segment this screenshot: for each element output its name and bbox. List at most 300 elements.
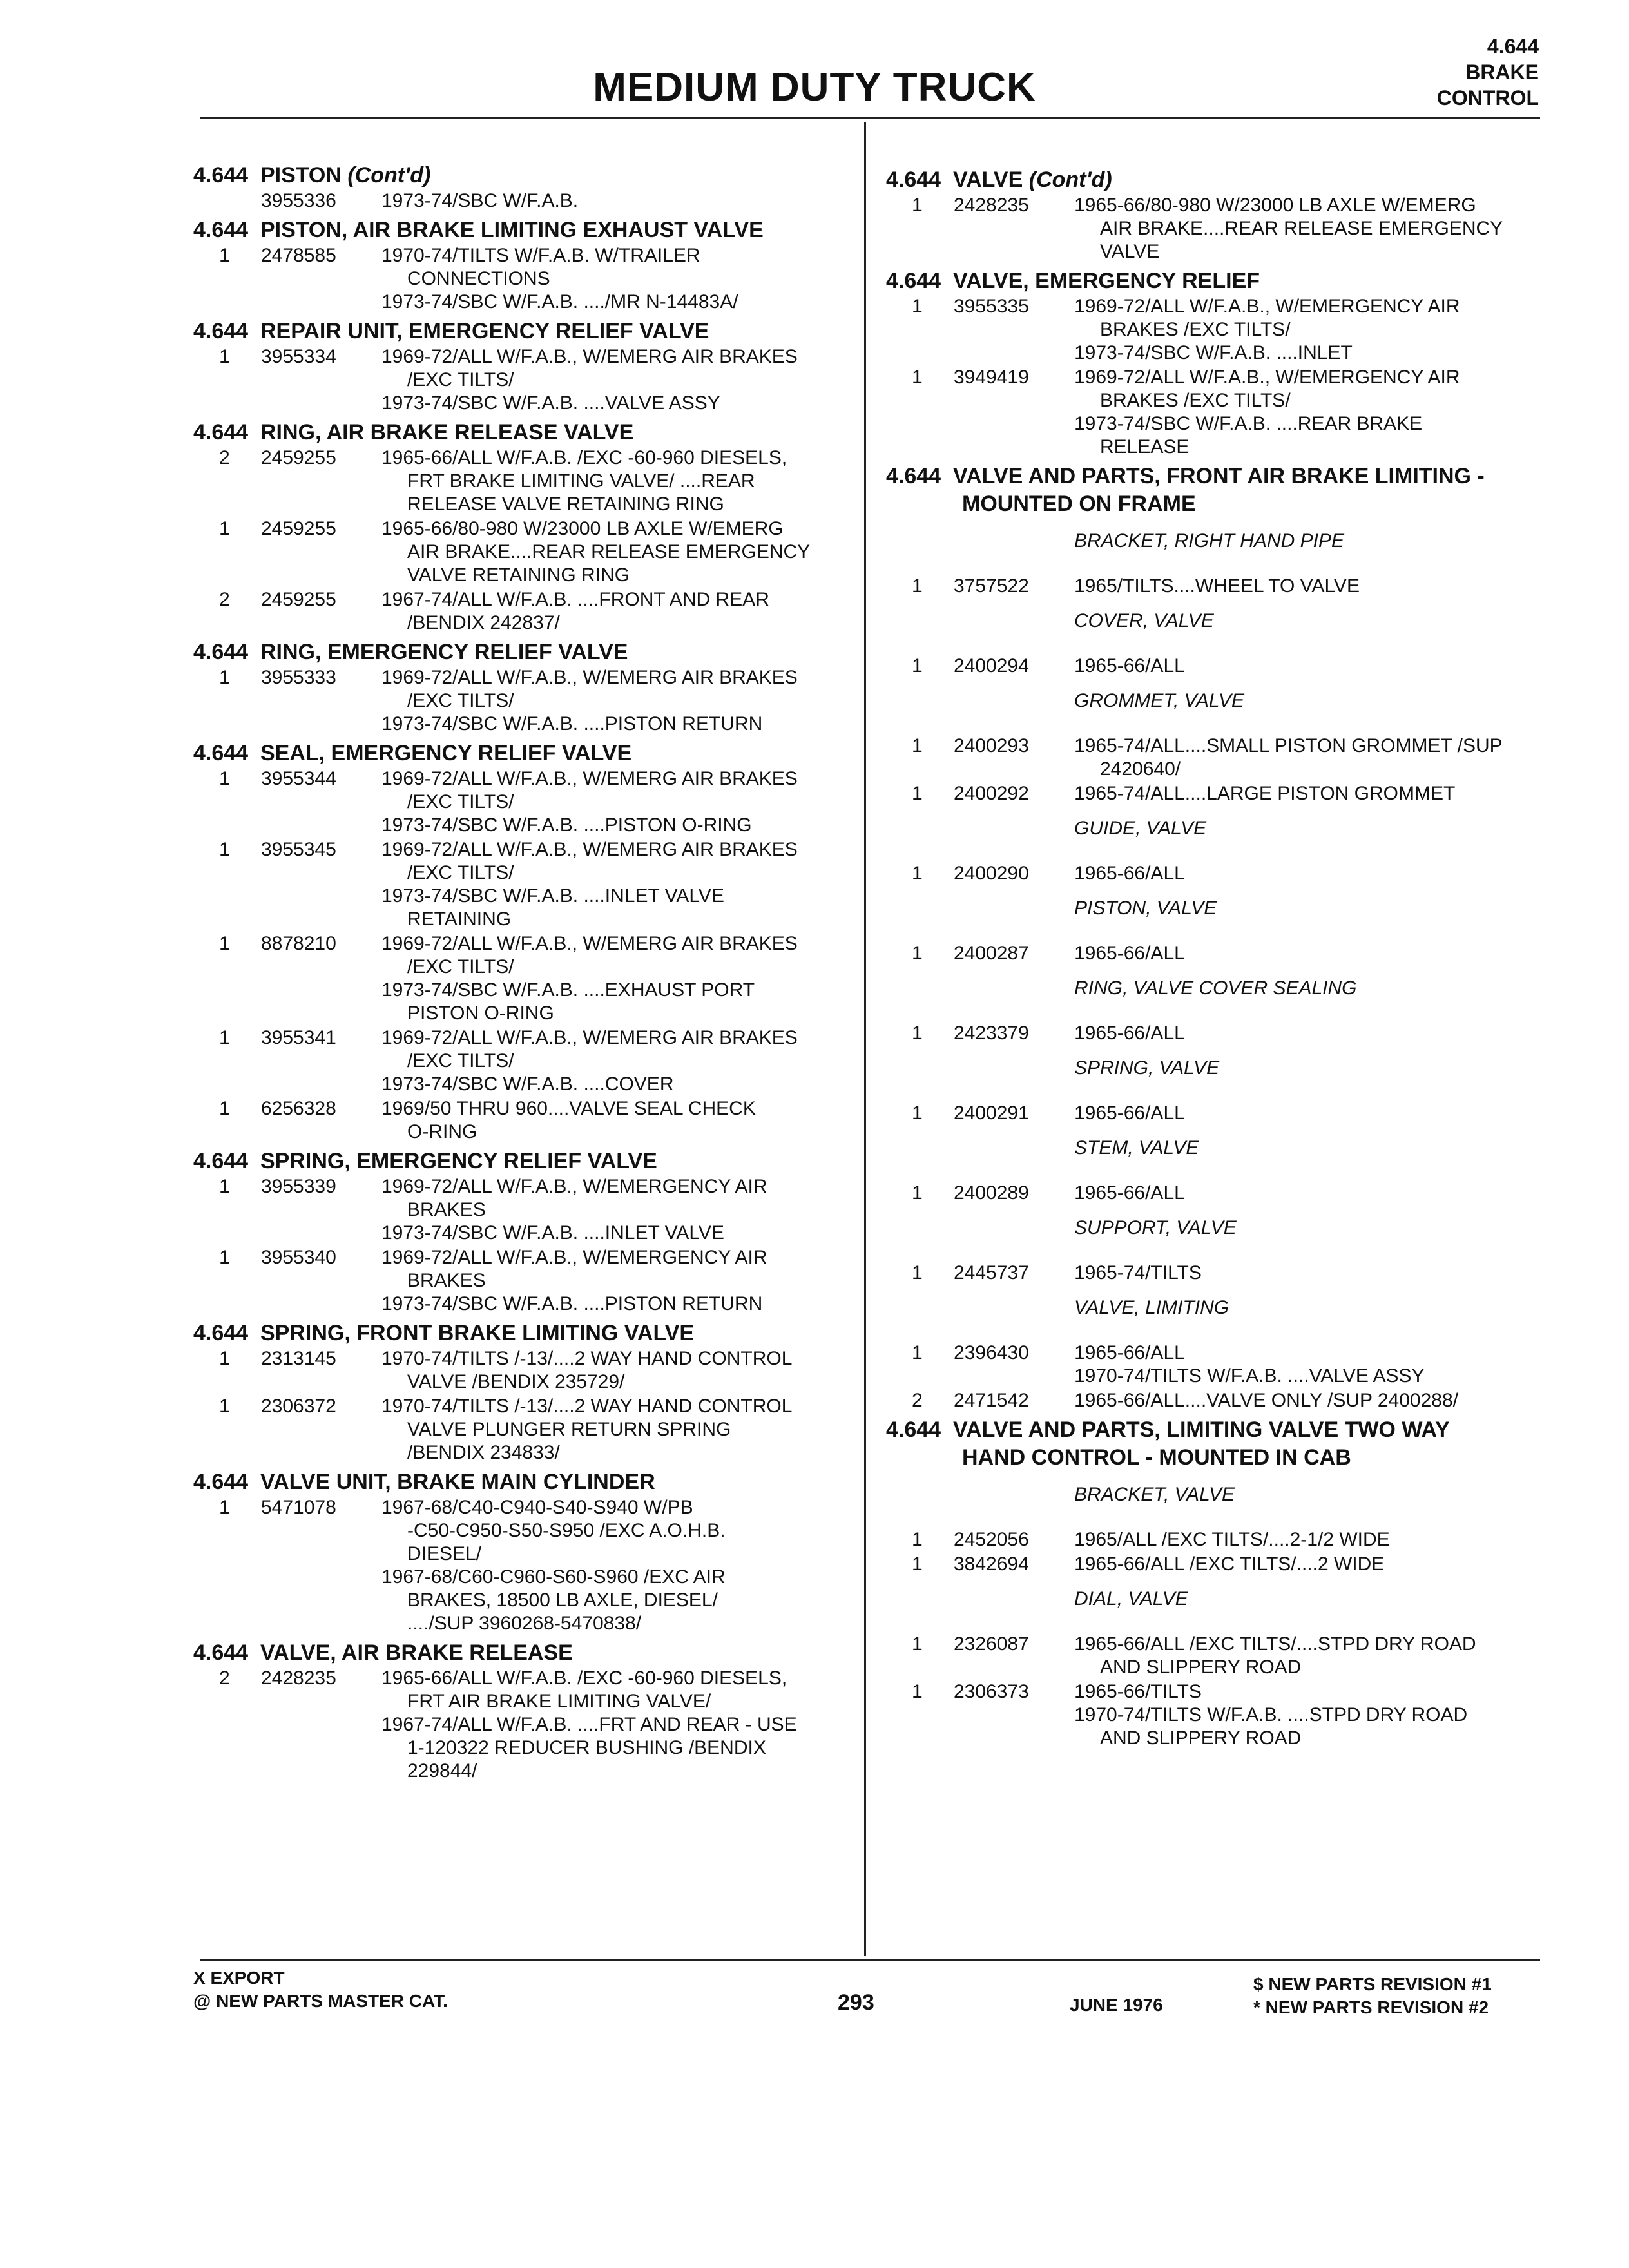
part-description bbox=[381, 345, 844, 415]
section-heading-continuation: HAND CONTROL - MOUNTED IN CAB bbox=[962, 1445, 1351, 1470]
description-line: VALVE /BENDIX 235729/ bbox=[407, 1371, 625, 1392]
description-line: /EXC TILTS/ bbox=[407, 690, 514, 711]
part-quantity: 1 bbox=[912, 1529, 923, 1550]
section-heading bbox=[193, 318, 844, 345]
description-line: AIR BRAKE....REAR RELEASE EMERGENCY bbox=[407, 541, 811, 562]
part-number: 3955340 bbox=[261, 1247, 336, 1268]
description-line: 1-120322 REDUCER BUSHING /BENDIX bbox=[407, 1737, 766, 1758]
footer-legend-left bbox=[193, 1966, 448, 2013]
part-number: 3955345 bbox=[261, 839, 336, 860]
part-quantity: 1 bbox=[219, 1027, 230, 1048]
description-line: 1969-72/ALL W/F.A.B., W/EMERG AIR BRAKES bbox=[381, 768, 798, 789]
section-number: 4.644 bbox=[1487, 35, 1539, 58]
section-heading bbox=[193, 740, 844, 767]
section-heading bbox=[193, 216, 844, 244]
section-heading-text: 4.644 SPRING, EMERGENCY RELIEF VALVE bbox=[193, 1149, 657, 1173]
description-line: /BENDIX 234833/ bbox=[407, 1442, 560, 1463]
part-entry bbox=[193, 517, 844, 587]
section-heading-text: 4.644 VALVE AND PARTS, FRONT AIR BRAKE LIMITING - bbox=[886, 464, 1485, 488]
catalog-section bbox=[193, 216, 844, 314]
part-description bbox=[381, 1496, 844, 1635]
description-line: 1969-72/ALL W/F.A.B., W/EMERG AIR BRAKES bbox=[381, 1027, 798, 1048]
footer-divider bbox=[200, 1959, 1540, 1961]
part-quantity: 1 bbox=[912, 1342, 923, 1363]
part-description bbox=[381, 244, 844, 314]
description-line: /EXC TILTS/ bbox=[407, 862, 514, 883]
part-entry bbox=[886, 295, 1543, 365]
section-heading bbox=[193, 162, 844, 189]
legend-revision-1: $ NEW PARTS REVISION #1 bbox=[1253, 1974, 1492, 1994]
description-line: CONNECTIONS bbox=[407, 268, 550, 289]
description-line: 1970-74/TILTS W/F.A.B. ....STPD DRY ROAD bbox=[1074, 1704, 1468, 1725]
part-number: 6256328 bbox=[261, 1098, 336, 1119]
catalog-section bbox=[193, 639, 844, 736]
part-entry bbox=[193, 1026, 844, 1096]
part-quantity: 1 bbox=[219, 768, 230, 789]
part-entry bbox=[886, 1553, 1543, 1576]
description-line: RETAINING bbox=[407, 908, 512, 930]
part-number: 3955336 bbox=[261, 190, 336, 211]
part-quantity: 1 bbox=[219, 933, 230, 954]
part-number: 2396430 bbox=[954, 1342, 1029, 1363]
part-quantity: 1 bbox=[912, 1681, 923, 1702]
section-subgroup: CONTROL bbox=[1436, 86, 1539, 110]
section-heading bbox=[193, 639, 844, 666]
part-number: 5471078 bbox=[261, 1497, 336, 1518]
description-line: 1973-74/SBC W/F.A.B. ....INLET VALVE bbox=[381, 1222, 724, 1244]
part-entry bbox=[886, 862, 1543, 885]
part-quantity: 1 bbox=[219, 346, 230, 367]
description-line: 1973-74/SBC W/F.A.B. bbox=[381, 190, 579, 211]
part-description bbox=[381, 1026, 844, 1096]
description-line: AND SLIPPERY ROAD bbox=[1100, 1727, 1302, 1749]
description-line: 1973-74/SBC W/F.A.B. ....INLET VALVE bbox=[381, 885, 724, 907]
part-entry bbox=[193, 1667, 844, 1783]
part-entry bbox=[886, 1528, 1543, 1552]
part-description bbox=[381, 1246, 844, 1316]
catalog-section bbox=[886, 463, 1543, 1412]
description-line: 1965-66/ALL bbox=[1074, 1023, 1185, 1044]
component-subheading: SUPPORT, VALVE bbox=[1074, 1217, 1237, 1238]
description-line: 2420640/ bbox=[1100, 758, 1181, 780]
description-line: 1973-74/SBC W/F.A.B. ....VALVE ASSY bbox=[381, 392, 720, 414]
part-entry bbox=[886, 366, 1543, 459]
part-entry bbox=[886, 1102, 1543, 1125]
legend-export: X EXPORT bbox=[193, 1968, 285, 1988]
part-number: 3757522 bbox=[954, 575, 1029, 597]
part-entry bbox=[886, 1182, 1543, 1205]
component-subheading: BRACKET, RIGHT HAND PIPE bbox=[1074, 530, 1344, 552]
part-entry bbox=[886, 735, 1543, 781]
part-quantity: 1 bbox=[912, 575, 923, 597]
section-heading-text: 4.644 RING, AIR BRAKE RELEASE VALVE bbox=[193, 420, 634, 445]
part-number: 3842694 bbox=[954, 1553, 1029, 1575]
description-line: FRT AIR BRAKE LIMITING VALVE/ bbox=[407, 1691, 711, 1712]
part-quantity: 1 bbox=[912, 195, 923, 216]
part-entry bbox=[193, 1395, 844, 1465]
part-entry bbox=[193, 588, 844, 635]
description-line: 1969-72/ALL W/F.A.B., W/EMERGENCY AIR bbox=[381, 1247, 767, 1268]
description-line: /EXC TILTS/ bbox=[407, 956, 514, 977]
part-description bbox=[381, 447, 844, 516]
part-number: 2428235 bbox=[954, 195, 1029, 216]
part-entry bbox=[193, 1246, 844, 1316]
part-description bbox=[1074, 1553, 1543, 1576]
description-line: 1973-74/SBC W/F.A.B. ..../MR N-14483A/ bbox=[381, 291, 738, 312]
section-heading-text: 4.644 RING, EMERGENCY RELIEF VALVE bbox=[193, 640, 628, 664]
footer-legend-right bbox=[1253, 1973, 1492, 2019]
part-entry bbox=[886, 1633, 1543, 1679]
section-heading-text: 4.644 VALVE AND PARTS, LIMITING VALVE TWO WAY bbox=[886, 1418, 1450, 1442]
part-quantity: 1 bbox=[912, 943, 923, 964]
part-number: 2400293 bbox=[954, 735, 1029, 756]
description-line: VALVE bbox=[1100, 241, 1160, 262]
description-line: ..../SUP 3960268-5470838/ bbox=[407, 1613, 642, 1634]
description-line: RELEASE VALVE RETAINING RING bbox=[407, 494, 724, 515]
component-subheading: STEM, VALVE bbox=[1074, 1137, 1199, 1158]
section-heading-text: 4.644 SEAL, EMERGENCY RELIEF VALVE bbox=[193, 741, 632, 765]
catalog-section bbox=[886, 1416, 1543, 1750]
component-subheading: GROMMET, VALVE bbox=[1074, 690, 1244, 711]
part-description bbox=[381, 517, 844, 587]
section-group: BRAKE bbox=[1465, 61, 1539, 84]
header-divider bbox=[200, 117, 1540, 119]
part-quantity: 2 bbox=[219, 1667, 230, 1689]
part-quantity: 1 bbox=[912, 863, 923, 884]
description-line: 1969-72/ALL W/F.A.B., W/EMERGENCY AIR bbox=[1074, 296, 1460, 317]
description-line: 1967-68/C40-C940-S40-S940 W/PB bbox=[381, 1497, 693, 1518]
description-line: 1970-74/TILTS W/F.A.B. ....VALVE ASSY bbox=[1074, 1365, 1425, 1387]
part-quantity: 1 bbox=[219, 1098, 230, 1119]
description-line: 1965-74/ALL....LARGE PISTON GROMMET bbox=[1074, 783, 1456, 804]
part-number: 3955341 bbox=[261, 1027, 336, 1048]
part-quantity: 1 bbox=[912, 1633, 923, 1655]
description-line: 1965-66/ALL /EXC TILTS/....STPD DRY ROAD bbox=[1074, 1633, 1476, 1655]
section-heading bbox=[193, 1639, 844, 1667]
part-description bbox=[381, 189, 844, 213]
part-description bbox=[381, 1097, 844, 1144]
footer-date: JUNE 1976 bbox=[1070, 1995, 1163, 2015]
continued-label: (Cont'd) bbox=[1028, 168, 1112, 192]
part-description bbox=[381, 1175, 844, 1245]
description-line: 1965-66/80-980 W/23000 LB AXLE W/EMERG bbox=[1074, 195, 1476, 216]
part-entry bbox=[193, 345, 844, 415]
description-line: /BENDIX 242837/ bbox=[407, 612, 560, 633]
part-quantity: 1 bbox=[219, 1348, 230, 1369]
part-description bbox=[1074, 942, 1543, 965]
part-entry bbox=[886, 1389, 1543, 1412]
part-entry bbox=[886, 655, 1543, 678]
part-number: 3949419 bbox=[954, 367, 1029, 388]
part-description bbox=[1074, 1182, 1543, 1205]
description-line: /EXC TILTS/ bbox=[407, 1050, 514, 1072]
part-number: 2428235 bbox=[261, 1667, 336, 1689]
component-subheading: RING, VALVE COVER SEALING bbox=[1074, 977, 1357, 999]
section-heading bbox=[193, 1468, 844, 1496]
section-heading bbox=[193, 1148, 844, 1175]
component-subheading: COVER, VALVE bbox=[1074, 610, 1214, 631]
catalog-section bbox=[193, 1320, 844, 1465]
description-line: 1969-72/ALL W/F.A.B., W/EMERG AIR BRAKES bbox=[381, 839, 798, 860]
part-description bbox=[1074, 575, 1543, 598]
component-subheading: SPRING, VALVE bbox=[1074, 1057, 1220, 1079]
description-line: 1965-66/ALL bbox=[1074, 943, 1185, 964]
catalog-section bbox=[886, 166, 1543, 264]
description-line: BRAKES bbox=[407, 1199, 486, 1220]
description-line: 1969-72/ALL W/F.A.B., W/EMERG AIR BRAKES bbox=[381, 667, 798, 688]
part-description bbox=[1074, 1528, 1543, 1552]
description-line: VALVE PLUNGER RETURN SPRING bbox=[407, 1419, 731, 1440]
part-quantity: 1 bbox=[912, 1023, 923, 1044]
description-line: BRAKES /EXC TILTS/ bbox=[1100, 390, 1291, 411]
part-quantity: 1 bbox=[912, 367, 923, 388]
part-entry bbox=[886, 1341, 1543, 1388]
part-number: 2306372 bbox=[261, 1396, 336, 1417]
part-description bbox=[1074, 1389, 1543, 1412]
description-line: 1973-74/SBC W/F.A.B. ....PISTON RETURN bbox=[381, 713, 763, 735]
part-description bbox=[381, 1667, 844, 1783]
page-title: MEDIUM DUTY TRUCK bbox=[593, 65, 1036, 110]
part-description bbox=[1074, 1102, 1543, 1125]
part-description bbox=[381, 588, 844, 635]
description-line: 1970-74/TILTS /-13/....2 WAY HAND CONTROL bbox=[381, 1348, 793, 1369]
part-description bbox=[1074, 735, 1543, 781]
part-quantity: 1 bbox=[219, 518, 230, 539]
section-heading bbox=[886, 1416, 1543, 1472]
part-quantity: 2 bbox=[219, 589, 230, 610]
part-quantity: 1 bbox=[219, 667, 230, 688]
part-quantity: 1 bbox=[912, 735, 923, 756]
part-description bbox=[1074, 655, 1543, 678]
part-quantity: 1 bbox=[219, 245, 230, 266]
part-description bbox=[1074, 295, 1543, 365]
part-quantity: 2 bbox=[219, 447, 230, 468]
part-description bbox=[381, 838, 844, 931]
part-number: 2313145 bbox=[261, 1348, 336, 1369]
description-line: 1965-66/ALL W/F.A.B. /EXC -60-960 DIESELS, bbox=[381, 447, 787, 468]
part-quantity: 1 bbox=[219, 1396, 230, 1417]
description-line: /EXC TILTS/ bbox=[407, 791, 514, 812]
section-heading-continuation: MOUNTED ON FRAME bbox=[962, 492, 1196, 516]
part-entry bbox=[886, 782, 1543, 805]
section-heading bbox=[886, 267, 1543, 295]
description-line: 1969-72/ALL W/F.A.B., W/EMERG AIR BRAKES bbox=[381, 346, 798, 367]
section-code bbox=[1437, 34, 1539, 111]
part-entry bbox=[886, 1022, 1543, 1045]
part-quantity: 1 bbox=[912, 783, 923, 804]
part-entry bbox=[886, 942, 1543, 965]
part-quantity: 1 bbox=[912, 1553, 923, 1575]
part-entry bbox=[193, 1175, 844, 1245]
part-entry bbox=[886, 1262, 1543, 1285]
component-subheading: PISTON, VALVE bbox=[1074, 898, 1217, 919]
part-description bbox=[1074, 782, 1543, 805]
part-number: 8878210 bbox=[261, 933, 336, 954]
description-line: BRAKES bbox=[407, 1270, 486, 1291]
legend-revision-2: * NEW PARTS REVISION #2 bbox=[1253, 1997, 1489, 2017]
catalog-section bbox=[193, 1468, 844, 1635]
component-subheading: VALVE, LIMITING bbox=[1074, 1297, 1229, 1318]
part-number: 3955334 bbox=[261, 346, 336, 367]
description-line: 1965-66/ALL W/F.A.B. /EXC -60-960 DIESELS, bbox=[381, 1667, 787, 1689]
part-number: 2306373 bbox=[954, 1681, 1029, 1702]
description-line: 1965-66/ALL bbox=[1074, 1102, 1185, 1124]
part-entry bbox=[886, 575, 1543, 598]
description-line: 1965/ALL /EXC TILTS/....2-1/2 WIDE bbox=[1074, 1529, 1390, 1550]
part-description bbox=[1074, 1633, 1543, 1679]
description-line: 1969-72/ALL W/F.A.B., W/EMERGENCY AIR bbox=[1074, 367, 1460, 388]
catalog-section bbox=[193, 318, 844, 415]
left-column bbox=[193, 158, 844, 1784]
page-number: 293 bbox=[838, 1990, 874, 2015]
part-entry bbox=[193, 838, 844, 931]
part-quantity: 2 bbox=[912, 1390, 923, 1411]
catalog-section bbox=[193, 1639, 844, 1783]
part-description bbox=[1074, 1022, 1543, 1045]
part-number: 2445737 bbox=[954, 1262, 1029, 1283]
description-line: 1965-66/ALL bbox=[1074, 1182, 1185, 1204]
part-number: 3955344 bbox=[261, 768, 336, 789]
part-number: 2459255 bbox=[261, 589, 336, 610]
part-entry bbox=[193, 1496, 844, 1635]
description-line: 1973-74/SBC W/F.A.B. ....INLET bbox=[1074, 342, 1353, 363]
part-quantity: 1 bbox=[219, 839, 230, 860]
part-number: 3955335 bbox=[954, 296, 1029, 317]
part-description bbox=[1074, 1680, 1543, 1750]
catalog-section bbox=[193, 740, 844, 1144]
description-line: 1965-66/ALL bbox=[1074, 1342, 1185, 1363]
section-heading-text: 4.644 VALVE bbox=[886, 168, 1023, 192]
part-entry bbox=[886, 1680, 1543, 1750]
description-line: 1969-72/ALL W/F.A.B., W/EMERGENCY AIR bbox=[381, 1176, 767, 1197]
catalog-section bbox=[193, 419, 844, 635]
description-line: /EXC TILTS/ bbox=[407, 369, 514, 390]
part-description bbox=[1074, 862, 1543, 885]
component-subheading: BRACKET, VALVE bbox=[1074, 1484, 1235, 1505]
description-line: FRT BRAKE LIMITING VALVE/ ....REAR bbox=[407, 470, 755, 492]
part-quantity: 1 bbox=[912, 296, 923, 317]
part-description bbox=[381, 666, 844, 736]
section-heading-text: 4.644 REPAIR UNIT, EMERGENCY RELIEF VALVE bbox=[193, 319, 709, 343]
description-line: 1970-74/TILTS W/F.A.B. W/TRAILER bbox=[381, 245, 700, 266]
part-description bbox=[381, 1347, 844, 1394]
part-number: 3955339 bbox=[261, 1176, 336, 1197]
part-description bbox=[1074, 194, 1543, 264]
part-number: 2459255 bbox=[261, 518, 336, 539]
description-line: -C50-C950-S50-S950 /EXC A.O.H.B. bbox=[407, 1520, 726, 1541]
description-line: 1965-74/ALL....SMALL PISTON GROMMET /SUP bbox=[1074, 735, 1503, 756]
part-number: 2400287 bbox=[954, 943, 1029, 964]
description-line: 1965-66/ALL....VALVE ONLY /SUP 2400288/ bbox=[1074, 1390, 1458, 1411]
part-entry bbox=[193, 767, 844, 837]
section-heading bbox=[193, 419, 844, 447]
part-quantity: 1 bbox=[912, 655, 923, 677]
description-line: 1967-68/C60-C960-S60-S960 /EXC AIR bbox=[381, 1566, 726, 1588]
description-line: 1973-74/SBC W/F.A.B. ....REAR BRAKE bbox=[1074, 413, 1423, 434]
part-quantity: 1 bbox=[219, 1497, 230, 1518]
description-line: BRAKES /EXC TILTS/ bbox=[1100, 319, 1291, 340]
section-heading-text: 4.644 VALVE UNIT, BRAKE MAIN CYLINDER bbox=[193, 1470, 655, 1494]
part-entry bbox=[193, 447, 844, 516]
description-line: 1973-74/SBC W/F.A.B. ....PISTON RETURN bbox=[381, 1293, 763, 1314]
part-entry bbox=[886, 194, 1543, 264]
part-entry bbox=[193, 1097, 844, 1144]
continued-label: (Cont'd) bbox=[347, 163, 431, 187]
part-description bbox=[381, 932, 844, 1025]
description-line: BRAKES, 18500 LB AXLE, DIESEL/ bbox=[407, 1590, 718, 1611]
part-quantity: 1 bbox=[219, 1247, 230, 1268]
description-line: 1965-66/80-980 W/23000 LB AXLE W/EMERG bbox=[381, 518, 784, 539]
description-line: PISTON O-RING bbox=[407, 1003, 554, 1024]
part-number: 2400289 bbox=[954, 1182, 1029, 1204]
description-line: AIR BRAKE....REAR RELEASE EMERGENCY bbox=[1100, 218, 1503, 239]
part-entry bbox=[193, 932, 844, 1025]
part-number: 2478585 bbox=[261, 245, 336, 266]
description-line: 1973-74/SBC W/F.A.B. ....COVER bbox=[381, 1073, 674, 1095]
section-heading-text: 4.644 PISTON, AIR BRAKE LIMITING EXHAUST VALVE bbox=[193, 218, 764, 242]
description-line: AND SLIPPERY ROAD bbox=[1100, 1657, 1302, 1678]
description-line: 1969/50 THRU 960....VALVE SEAL CHECK bbox=[381, 1098, 756, 1119]
catalog-section bbox=[193, 1148, 844, 1316]
part-quantity: 1 bbox=[912, 1182, 923, 1204]
catalog-section bbox=[193, 162, 844, 213]
part-description bbox=[381, 1395, 844, 1465]
part-entry bbox=[193, 1347, 844, 1394]
component-subheading: DIAL, VALVE bbox=[1074, 1588, 1188, 1610]
section-heading-text: 4.644 VALVE, EMERGENCY RELIEF bbox=[886, 269, 1260, 293]
description-line: 229844/ bbox=[407, 1760, 477, 1782]
section-heading-text: 4.644 PISTON bbox=[193, 163, 342, 187]
description-line: 1965-66/TILTS bbox=[1074, 1681, 1202, 1702]
part-quantity: 1 bbox=[219, 1176, 230, 1197]
section-heading bbox=[886, 166, 1543, 194]
part-entry bbox=[193, 666, 844, 736]
part-number: 2400292 bbox=[954, 783, 1029, 804]
part-number: 2400290 bbox=[954, 863, 1029, 884]
description-line: 1965-74/TILTS bbox=[1074, 1262, 1202, 1283]
description-line: 1965-66/ALL /EXC TILTS/....2 WIDE bbox=[1074, 1553, 1385, 1575]
part-number: 2423379 bbox=[954, 1023, 1029, 1044]
part-number: 2326087 bbox=[954, 1633, 1029, 1655]
description-line: DIESEL/ bbox=[407, 1543, 482, 1564]
part-description bbox=[1074, 366, 1543, 459]
part-quantity: 1 bbox=[912, 1262, 923, 1283]
part-number: 3955333 bbox=[261, 667, 336, 688]
part-number: 2459255 bbox=[261, 447, 336, 468]
description-line: O-RING bbox=[407, 1121, 477, 1142]
part-description bbox=[1074, 1262, 1543, 1285]
section-heading-text: 4.644 VALVE, AIR BRAKE RELEASE bbox=[193, 1640, 573, 1665]
description-line: 1965/TILTS....WHEEL TO VALVE bbox=[1074, 575, 1360, 597]
part-number: 2400294 bbox=[954, 655, 1029, 677]
section-heading-text: 4.644 SPRING, FRONT BRAKE LIMITING VALVE bbox=[193, 1321, 695, 1345]
part-number: 2471542 bbox=[954, 1390, 1029, 1411]
section-heading bbox=[193, 1320, 844, 1347]
description-line: VALVE RETAINING RING bbox=[407, 564, 630, 586]
description-line: 1967-74/ALL W/F.A.B. ....FRT AND REAR - USE bbox=[381, 1714, 797, 1735]
description-line: 1970-74/TILTS /-13/....2 WAY HAND CONTROL bbox=[381, 1396, 793, 1417]
right-column bbox=[886, 162, 1543, 1751]
part-entry bbox=[193, 244, 844, 314]
part-quantity: 1 bbox=[912, 1102, 923, 1124]
description-line: 1967-74/ALL W/F.A.B. ....FRONT AND REAR bbox=[381, 589, 769, 610]
section-heading bbox=[886, 463, 1543, 518]
column-divider bbox=[864, 122, 866, 1956]
description-line: 1965-66/ALL bbox=[1074, 863, 1185, 884]
description-line: RELEASE bbox=[1100, 436, 1190, 457]
part-number: 2400291 bbox=[954, 1102, 1029, 1124]
part-entry bbox=[193, 189, 844, 213]
